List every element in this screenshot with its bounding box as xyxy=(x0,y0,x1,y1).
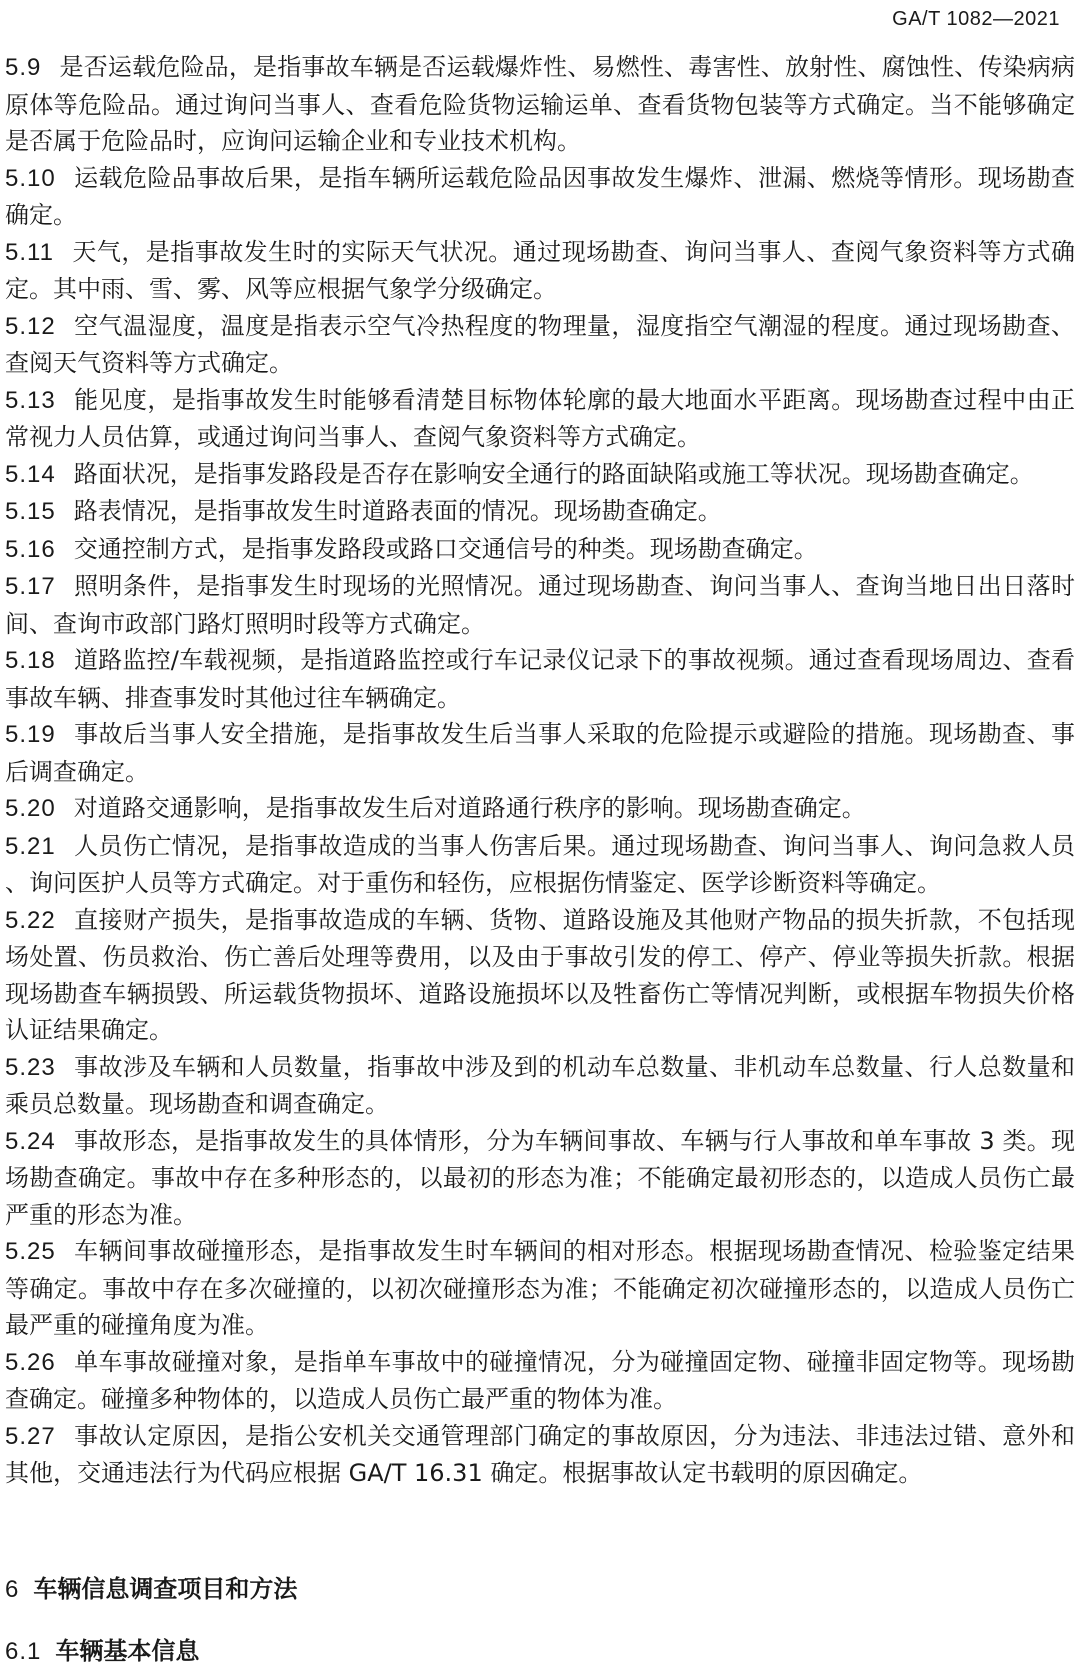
clause-number: 5.17 xyxy=(5,573,56,600)
paragraph-5-12 xyxy=(5,308,1075,382)
paragraph-5-22 xyxy=(5,902,1075,1049)
paragraph-5-27 xyxy=(5,1418,1075,1492)
paragraph-5-15 xyxy=(5,493,1075,531)
clause-number: 5.11 xyxy=(5,238,54,266)
clause-number: 5.16 xyxy=(5,535,56,563)
clause-number: 5.18 xyxy=(5,647,56,674)
paragraph-5-21 xyxy=(5,828,1075,902)
paragraph-5-11 xyxy=(5,234,1075,308)
clause-number: 5.10 xyxy=(5,164,56,192)
clause-text: 事故认定原因，是指公安机关交通管理部门确定的事故原因，分为违法、非违法过错、意外和其他，交通违法行为代码应根据 GA/T 16.31 确定。根据事故认定书载明的原因确定。 xyxy=(5,1421,1075,1487)
clause-number: 5.25 xyxy=(5,1238,56,1265)
clause-number: 5.9 xyxy=(5,54,42,81)
paragraph-5-20 xyxy=(5,790,1075,828)
clause-text: 路面状况，是指事发路段是否存在影响安全通行的路面缺陷或施工等状况。现场勘查确定。 xyxy=(73,459,1034,488)
paragraph-5-16 xyxy=(5,531,1075,569)
clause-text: 能见度，是指事故发生时能够看清楚目标物体轮廓的最大地面水平距离。现场勘查过程中由正常视力人员估算，或通过询问当事人、查阅气象资料等方式确定。 xyxy=(5,385,1075,451)
clause-text: 单车事故碰撞对象，是指单车事故中的碰撞情况，分为碰撞固定物、碰撞非固定物等。现场勘查确定。碰撞多种物体的，以造成人员伤亡最严重的物体为准。 xyxy=(5,1347,1075,1413)
clause-text: 事故形态，是指事故发生的具体情形，分为车辆间事故、车辆与行人事故和单车事故 3 类。现场勘查确定。事故中存在多种形态的，以最初的形态为准；不能确定最初形态的，以造成人员伤亡最严重的形态为准。 xyxy=(5,1126,1075,1229)
clause-text: 对道路交通影响，是指事故发生后对道路通行秩序的影响。现场勘查确定。 xyxy=(73,794,866,822)
clause-text: 交通控制方式，是指事发路段或路口交通信号的种类。现场勘查确定。 xyxy=(73,534,818,563)
clause-text: 道路监控/车载视频，是指道路监控或行车记录仪记录下的事故视频。通过查看现场周边、查看事故车辆、排查事发时其他过往车辆确定。 xyxy=(5,646,1075,712)
document-body xyxy=(5,49,1075,1492)
clause-text: 照明条件，是指事发生时现场的光照情况。通过现场勘查、询问当事人、查询当地日出日落时间、查询市政部门路灯照明时段等方式确定。 xyxy=(5,572,1075,638)
clause-text: 直接财产损失，是指事故造成的车辆、货物、道路设施及其他财产物品的损失折款，不包括现场处置、伤员救治、伤亡善后处理等费用，以及由于事故引发的停工、停产、停业等损失折款。根据现场勘查车辆损毁、所运载货物损坏、道路设施损坏以及牲畜伤亡等情况判断，或根据车物损失价格认证结果确定。 xyxy=(5,905,1075,1044)
clause-text: 空气温湿度，温度是指表示空气冷热程度的物理量，湿度指空气潮湿的程度。通过现场勘查、查阅天气资料等方式确定。 xyxy=(5,311,1075,377)
clause-number: 5.13 xyxy=(5,386,56,414)
paragraph-5-25 xyxy=(5,1233,1075,1344)
paragraph-5-17 xyxy=(5,568,1075,642)
section-title: 车辆基本信息 xyxy=(55,1637,200,1665)
paragraph-5-24 xyxy=(5,1123,1075,1234)
chapter-number: 6 xyxy=(5,1576,20,1603)
clause-number: 5.26 xyxy=(5,1348,56,1376)
section-heading xyxy=(5,1633,199,1670)
paragraph-5-13 xyxy=(5,382,1075,456)
chapter-title: 车辆信息调查项目和方法 xyxy=(33,1575,298,1603)
paragraph-5-9 xyxy=(5,49,1075,160)
paragraph-5-18 xyxy=(5,642,1075,716)
clause-number: 5.27 xyxy=(5,1422,56,1450)
paragraph-5-14 xyxy=(5,456,1075,494)
clause-number: 5.22 xyxy=(5,906,56,934)
clause-text: 事故后当事人安全措施，是指事故发生后当事人采取的危险提示或避险的措施。现场勘查、事后调查确定。 xyxy=(5,720,1075,786)
clause-number: 5.24 xyxy=(5,1127,56,1155)
clause-text: 天气，是指事故发生时的实际天气状况。通过现场勘查、询问当事人、查阅气象资料等方式确定。其中雨、雪、雾、风等应根据气象学分级确定。 xyxy=(5,237,1075,303)
standard-code: GA/T 1082—2021 xyxy=(892,8,1060,30)
section-number: 6.1 xyxy=(5,1638,42,1665)
paragraph-5-10 xyxy=(5,160,1075,234)
paragraph-5-23 xyxy=(5,1049,1075,1123)
paragraph-5-19 xyxy=(5,716,1075,790)
clause-text: 运载危险品事故后果，是指车辆所运载危险品因事故发生爆炸、泄漏、燃烧等情形。现场勘查确定。 xyxy=(5,163,1075,229)
chapter-heading xyxy=(5,1571,297,1608)
clause-text: 车辆间事故碰撞形态，是指事故发生时车辆间的相对形态。根据现场勘查情况、检验鉴定结果等确定。事故中存在多次碰撞的，以初次碰撞形态为准；不能确定初次碰撞形态的，以造成人员伤亡最严重的碰撞角度为准。 xyxy=(5,1237,1075,1339)
clause-text: 事故涉及车辆和人员数量，指事故中涉及到的机动车总数量、非机动车总数量、行人总数量和乘员总数量。现场勘查和调查确定。 xyxy=(5,1052,1075,1118)
clause-text: 路表情况，是指事故发生时道路表面的情况。现场勘查确定。 xyxy=(73,497,722,525)
clause-number: 5.20 xyxy=(5,795,56,822)
clause-number: 5.23 xyxy=(5,1053,56,1081)
paragraph-5-26 xyxy=(5,1344,1075,1418)
clause-text: 是否运载危险品，是指事故车辆是否运载爆炸性、易燃性、毒害性、放射性、腐蚀性、传染病病原体等危险品。通过询问当事人、查看危险货物运输运单、查看货物包装等方式确定。当不能够确定是否属于危险品时，应询问运输企业和专业技术机构。 xyxy=(5,53,1075,155)
clause-number: 5.12 xyxy=(5,312,56,340)
clause-text: 人员伤亡情况，是指事故造成的当事人伤害后果。通过现场勘查、询问当事人、询问急救人员、询问医护人员等方式确定。对于重伤和轻伤，应根据伤情鉴定、医学诊断资料等确定。 xyxy=(5,831,1075,897)
clause-number: 5.21 xyxy=(5,832,56,860)
clause-number: 5.19 xyxy=(5,721,56,748)
clause-number: 5.14 xyxy=(5,460,56,488)
clause-number: 5.15 xyxy=(5,498,56,525)
